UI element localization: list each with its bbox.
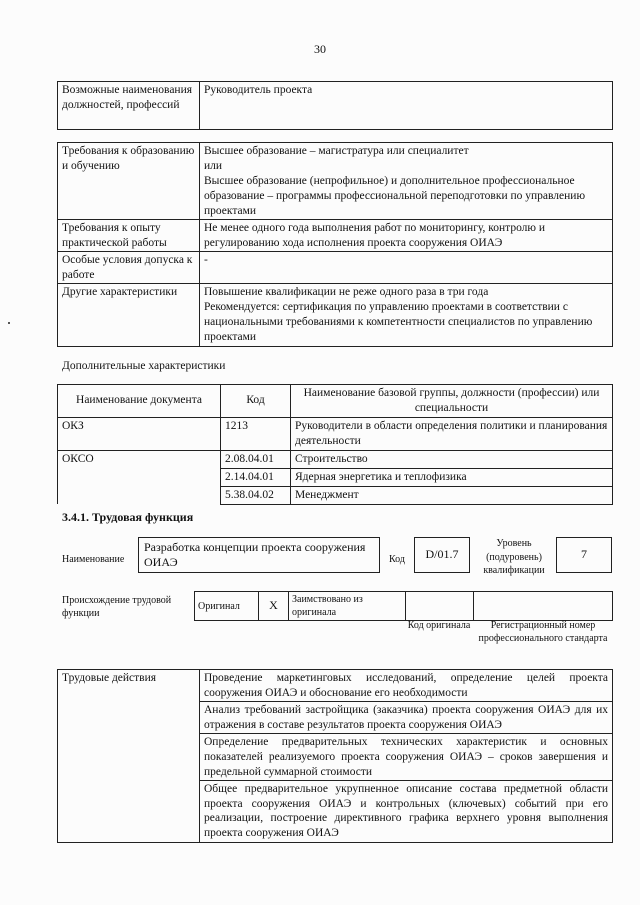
page-number: 30 [314,42,326,56]
additional-characteristics-table [57,384,613,505]
function-name-box: Разработка концепции проекта сооружения ОИАЭ [138,537,380,573]
cell-code: 5.38.04.02 [221,486,291,504]
function-code-label: Код [389,554,405,565]
cell-name: Строительство [291,450,613,468]
cell-document: ОКЗ [58,417,221,450]
borrowed-label: Заимствовано из оригинала [289,592,406,621]
cell-document: ОКСО [58,450,221,504]
cell-code: 2.14.04.01 [221,468,291,486]
cell-code: 2.08.04.01 [221,450,291,468]
other-value [200,283,613,346]
text-line: Повышение квалификации не реже одного раза в три года [204,285,489,298]
original-label: Оригинал [195,592,259,621]
function-name-label: Наименование [62,554,125,565]
requirements-table [57,142,613,347]
section-title: 3.4.1. Трудовая функция [62,510,194,524]
cell-code: 1213 [221,417,291,450]
header-document: Наименование документа [58,385,221,418]
reg-number-cell [474,592,613,621]
table-header-row [58,385,613,418]
cell-name: Ядерная энергетика и теплофизика [291,468,613,486]
admission-value: - [200,251,613,283]
code-original-caption: Код оригинала [407,620,471,631]
labour-actions-label: Трудовые действия [58,670,200,843]
education-value [200,143,613,220]
origin-table [194,591,613,621]
table-row [58,670,613,702]
extra-characteristics-title: Дополнительные характеристики [62,360,226,372]
education-label: Требования к образованию и обучению [58,143,200,220]
labour-action-item: Проведение маркетинговых исследований, определение целей проекта сооружения ОИАЭ и обоснование его необходимости [200,670,613,702]
text-line: Высшее образование – магистратура или специалитет [204,145,469,157]
table-row [58,283,613,346]
text-line: Рекомендуется: сертификация по управлению проектами в соответствии с национальными требованиями к компетентности специалистов по управлению проектами [204,300,593,343]
admission-label: Особые условия допуска к работе [58,251,200,283]
code-original-cell [406,592,474,621]
other-label: Другие характеристики [58,283,200,346]
header-name: Наименование базовой группы, должности (профессии) или специальности [291,385,613,418]
table-row [58,417,613,450]
scan-speck [8,322,10,324]
text-line: или [204,159,223,172]
origin-label: Происхождение трудовой функции [62,595,172,619]
table-row [58,143,613,220]
header-code: Код [221,385,291,418]
table-row [195,592,613,621]
table-row [58,220,613,252]
qualification-level-box: 7 [556,537,612,573]
labour-actions-table [57,669,613,843]
original-mark: X [259,592,289,621]
text-line: Высшее образование (непрофильное) и дополнительное профессиональное образование – программы профессиональной переподготовки по управлению проектами [204,174,586,217]
table-row [58,251,613,283]
job-titles-label: Возможные наименования должностей, профессий [58,82,200,130]
labour-action-item: Определение предварительных технических характеристик и основных показателей реализуемого проекта сооружения ОИАЭ – сроков завершения и предельной суммарной стоимости [200,733,613,780]
cell-name: Менеджмент [291,486,613,504]
function-code-box: D/01.7 [414,537,470,573]
table-row [58,82,613,130]
job-titles-value: Руководитель проекта [200,82,613,130]
qualification-level-label: Уровень (подуровень) квалификации [483,538,545,576]
job-titles-table [57,81,613,130]
experience-label: Требования к опыту практической работы [58,220,200,252]
table-row [58,450,613,468]
cell-name: Руководители в области определения политики и планирования деятельности [291,417,613,450]
labour-action-item: Анализ требований застройщика (заказчика) проекта сооружения ОИАЭ для их отражения в составе результатов проекта сооружения ОИАЭ [200,701,613,733]
labour-action-item: Общее предварительное укрупненное описание состава предметной области проекта сооружения ОИАЭ и контрольных (ключевых) событий при его реализации, построение директивного графика верхнего уровня выполнения проекта сооружения ОИАЭ [200,780,613,842]
reg-number-caption: Регистрационный номер профессионального стандарта [478,620,608,644]
experience-value: Не менее одного года выполнения работ по мониторингу, контролю и регулированию хода исполнения проекта сооружения ОИАЭ [200,220,613,252]
